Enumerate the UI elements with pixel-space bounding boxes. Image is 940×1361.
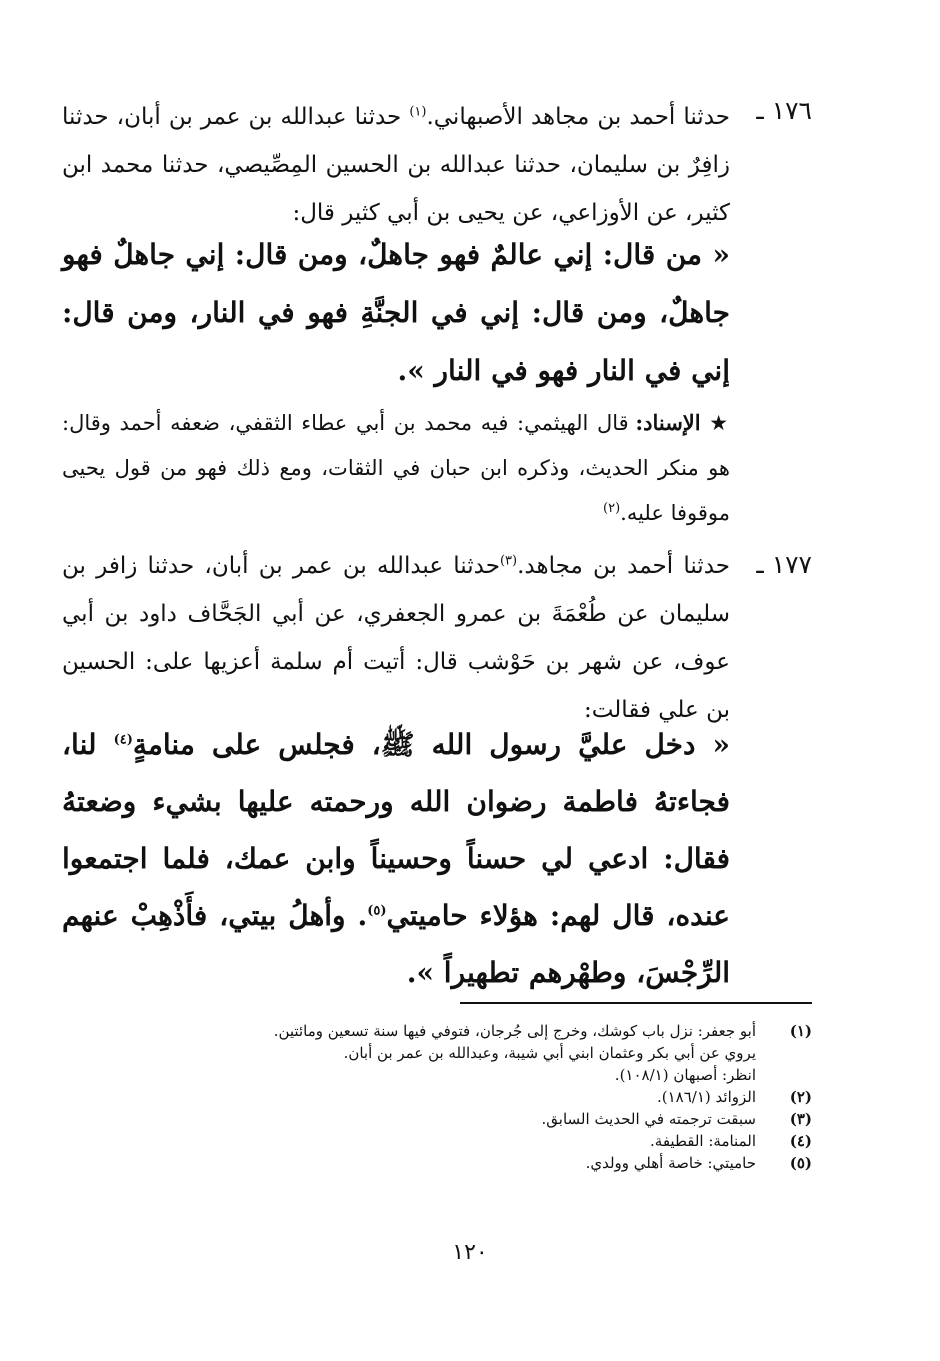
- footnote-number: (٥): [789, 1154, 812, 1172]
- hadith-177-isnad-start: حدثنا أحمد بن مجاهد.: [517, 553, 730, 579]
- footnote-text: سبقت ترجمته في الحديث السابق.: [541, 1110, 756, 1128]
- footnote-ref-2[interactable]: (٢): [603, 501, 621, 516]
- hadith-176-matn: « من قال: إني عالمٌ فهو جاهلٌ، ومن قال: إني جاهلٌ فهو جاهلٌ، ومن قال: إني في الجنَّةِ فهو في النار، ومن قال: إني في النار فهو في النار ».: [62, 238, 730, 387]
- footnote-item: [200, 1152, 812, 1174]
- hadith-176-isnad-note: [62, 400, 730, 540]
- hadith-177-isnad-rest: حدثنا عبدالله بن عمر بن أبان، حدثنا زافر بن سليمان عن طُعْمَةَ بن عمرو الجعفري، عن أبي الجَحَّاف داود بن أبي عوف، عن شهر بن حَوْشب قال: أتيت أم سلمة أعزيها على: الحسين بن علي فقالت:: [62, 553, 730, 723]
- footnote-ref-5[interactable]: (٥): [367, 903, 387, 919]
- footnote-ref-3[interactable]: (٣): [499, 553, 518, 569]
- isnad-note-text: قال الهيثمي: فيه محمد بن أبي عطاء الثقفي، ضعفه أحمد وقال: هو منكر الحديث، وذكره ابن حبان في الثقات، ومع ذلك فهو من قول يحيى موقوفا عليه.: [62, 411, 730, 525]
- hadith-176-isnad-start: حدثنا أحمد بن مجاهد الأصبهاني.: [426, 104, 730, 130]
- footnote-separator: [460, 1002, 812, 1004]
- footnote-text: يروي عن أبي بكر وعثمان ابني أبي شيبة، وعبدالله بن عمر بن أبان.: [343, 1044, 756, 1062]
- footnote-item: [200, 1086, 812, 1108]
- footnote-text: انظر: أصبهان (١٠٨/١).: [614, 1066, 756, 1084]
- hadith-176-isnad: [62, 93, 730, 243]
- footnote-number: (٢): [789, 1088, 812, 1106]
- footnote-text: أبو جعفر: نزل باب كوشك، وخرج إلى جُرجان، فتوفي فيها سنة تسعين ومائتين.: [273, 1022, 756, 1040]
- footnote-text: المنامة: القطيفة.: [650, 1132, 756, 1150]
- hadith-177-matn-part-3: . وأهلُ بيتي، فأَذْهِبْ عنهم الرِّجْسَ، وطهْرهم تطهيراً ».: [62, 899, 730, 989]
- hadith-number-177: ١٧٧ ـ: [756, 550, 812, 579]
- footnote-number: (٣): [789, 1110, 812, 1128]
- hadith-177-matn: [62, 716, 730, 1001]
- footnote-item: [200, 1130, 812, 1152]
- hadith-177-matn-part-1: « دخل عليَّ رسول الله ﷺ، فجلس على منامةٍ: [132, 728, 730, 761]
- star-icon: ★: [709, 411, 731, 435]
- hadith-number-176: ١٧٦ ـ: [756, 96, 812, 125]
- footnote-item: [200, 1108, 812, 1130]
- footnote-item: [200, 1020, 812, 1042]
- footnote-ref-1[interactable]: (١): [409, 104, 427, 120]
- hadith-176-isnad-rest: حدثنا عبدالله بن عمر بن أبان، حدثنا زافِرٌ بن سليمان، حدثنا عبدالله بن الحسين المِصِّيصي، حدثنا محمد ابن كثير، عن الأوزاعي، عن يحيى بن أبي كثير قال:: [62, 104, 730, 226]
- page-number: ١٢٠: [452, 1240, 488, 1265]
- footnote-text: الزوائد (١٨٦/١).: [657, 1088, 756, 1106]
- footnote-item: [200, 1064, 812, 1086]
- hadith-177-isnad: [62, 542, 730, 734]
- isnad-label: الإسناد:: [635, 410, 701, 435]
- footnotes: [200, 1020, 812, 1174]
- hadith-177-matn-part-2: لنا، فجاءتهُ فاطمة رضوان الله ورحمته عليها بشيء وضعتهُ فقال: ادعي لي حسناً وحسيناً وابن عمك، فلما اجتمعوا عنده، قال لهم: هؤلاء حاميتي: [62, 728, 730, 932]
- footnote-number: (٤): [789, 1132, 812, 1150]
- footnote-number: (١): [789, 1022, 812, 1040]
- footnote-ref-4[interactable]: (٤): [113, 732, 133, 748]
- footnote-item: [200, 1042, 812, 1064]
- footnote-text: حاميتي: خاصة أهلي وولدي.: [585, 1154, 756, 1172]
